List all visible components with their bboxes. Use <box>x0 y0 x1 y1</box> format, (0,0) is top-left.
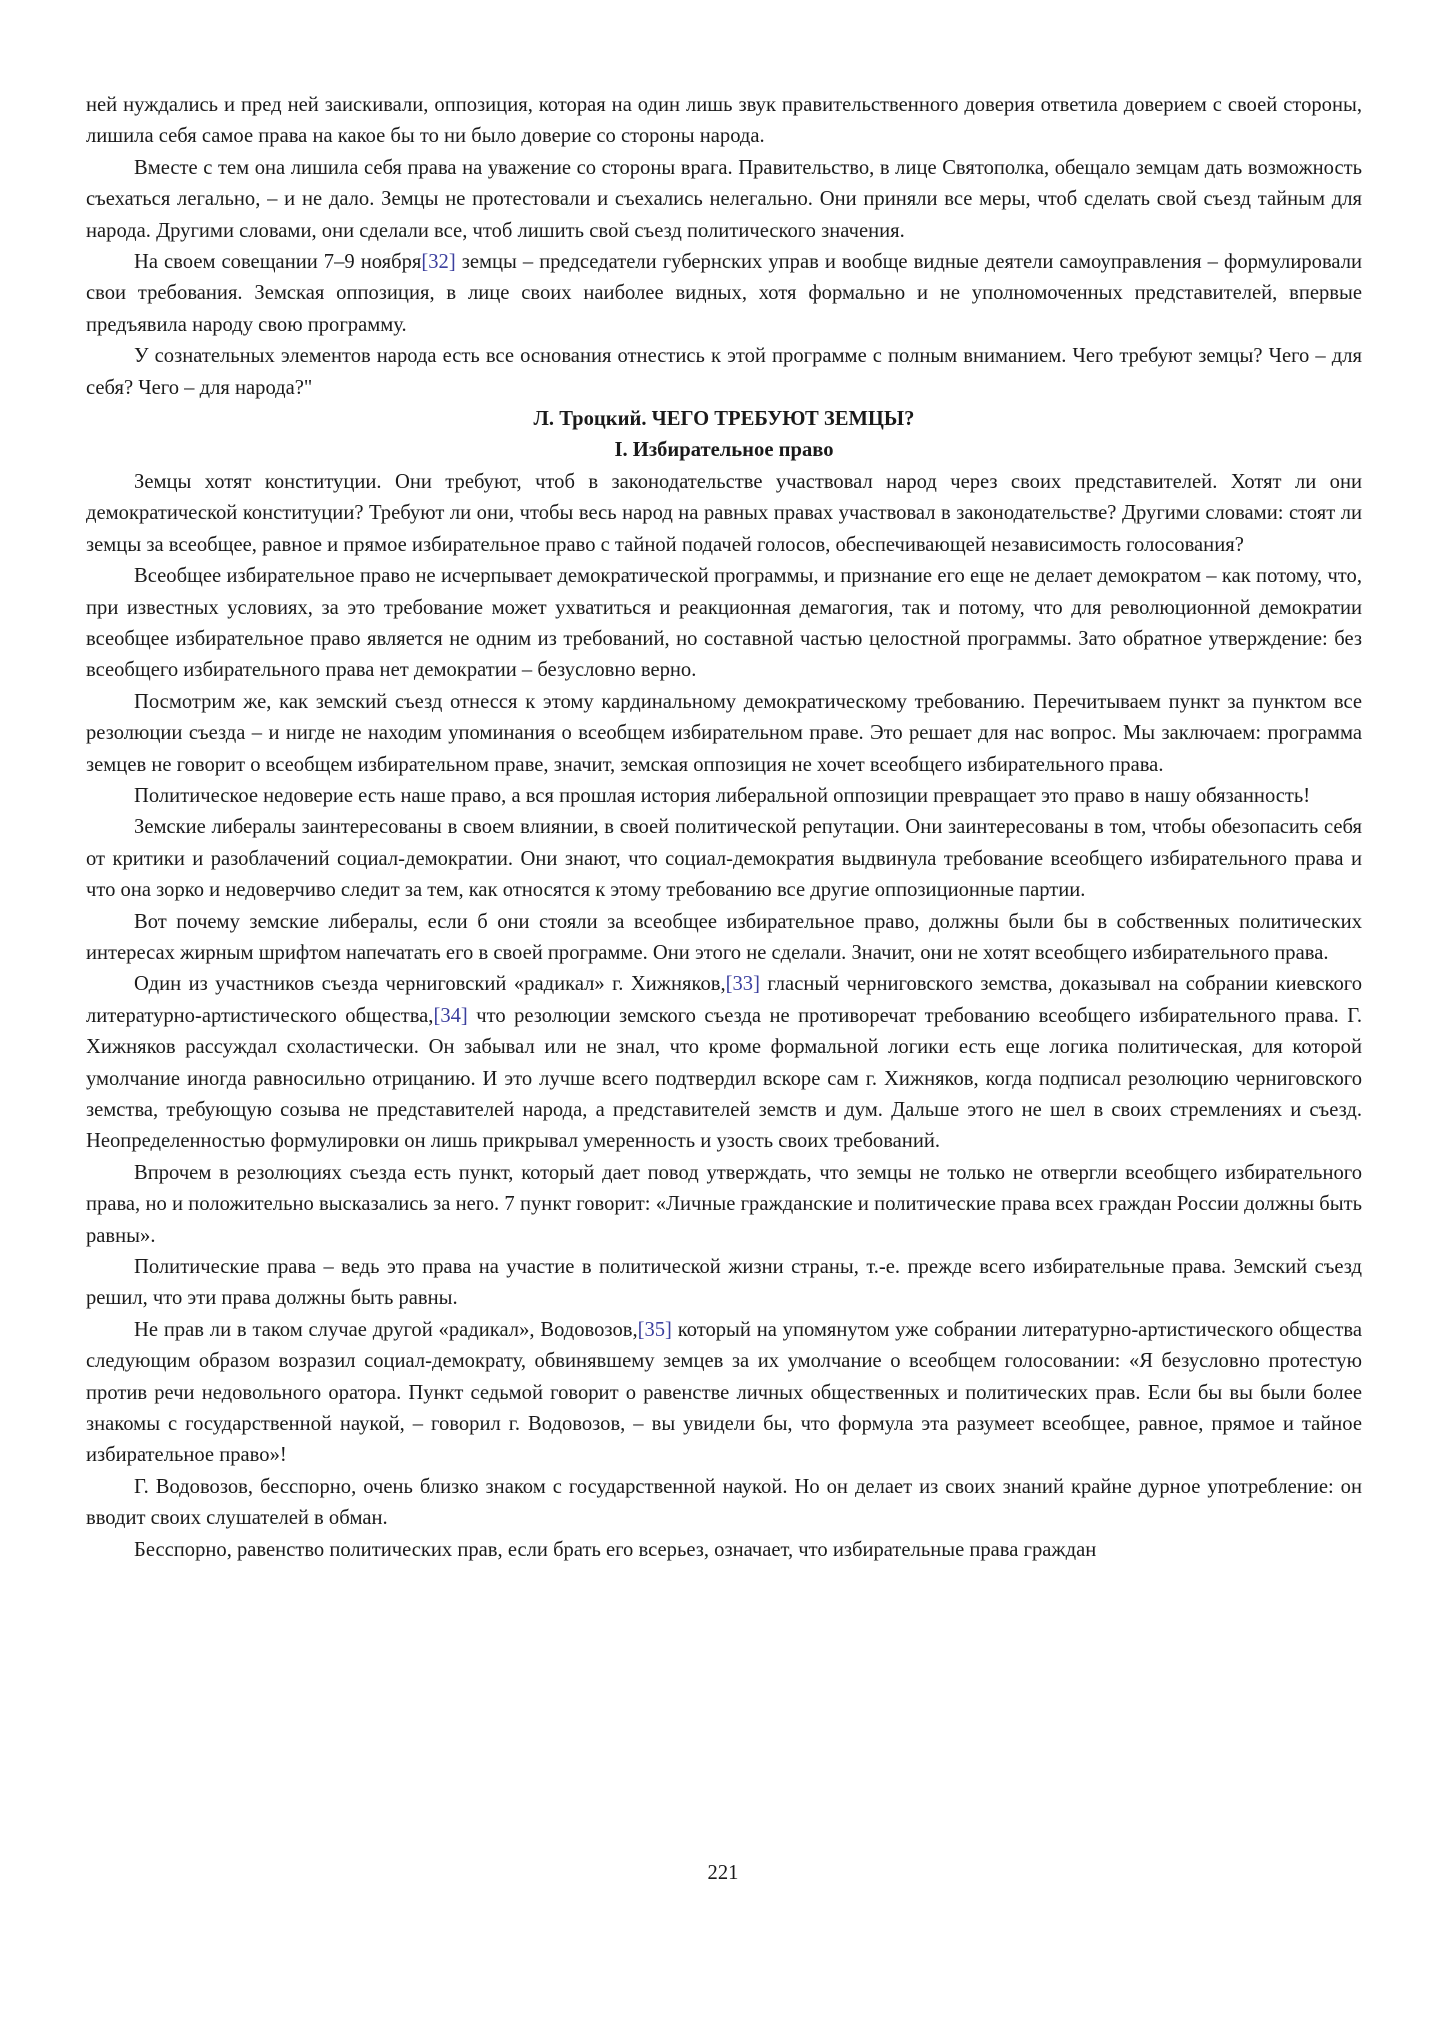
paragraph: ней нуждались и пред ней заискивали, оппозиция, которая на один лишь звук правительственного доверия ответила доверием с своей стороны, лишила себя самое права на какое бы то ни было доверие со стороны народа. <box>86 94 1362 148</box>
footnote-link-35[interactable]: [35] <box>637 1318 672 1341</box>
footnote-link-33[interactable]: [33] <box>725 973 760 996</box>
section-title: Л. Троцкий. ЧЕГО ТРЕБУЮТ ЗЕМЦЫ? <box>533 408 915 431</box>
paragraph: Всеобщее избирательное право не исчерпывает демократической программы, и признание его еще не делает демократом – как потому, что, при известных условиях, за это требование может ухватиться и реакционная демагогия, так и потому, что для революционной демократии всеобщее избирательное право является не одним из требований, но составной частью целостной программы. Зато обратное утверждение: без всеобщего избирательного права нет демократии – безусловно верно. <box>86 565 1362 682</box>
paragraph: Вот почему земские либералы, если б они стояли за всеобщее избирательное право, должны были бы в собственных политических интересах жирным шрифтом напечатать его в своей программе. Они этого не сделали. Значит, они не хотят всеобщего избирательного права. <box>86 910 1362 964</box>
section-subtitle: I. Избирательное право <box>614 439 834 462</box>
paragraph: Г. Водовозов, бесспорно, очень близко знаком с государственной наукой. Но он делает из своих знаний крайне дурное употребление: он вводит своих слушателей в обман. <box>86 1475 1362 1530</box>
paragraph: На своем совещании 7–9 ноября[32] земцы – председатели губернских управ и вообще видные деятели самоуправления – формулировали свои требования. Земская оппозиция, в лице своих наиболее видных, хотя формально и не уполномоченных представителей, впервые предъявила народу свою программу. <box>86 251 1363 336</box>
footnote-link-32[interactable]: [32] <box>421 251 456 274</box>
paragraph: Посмотрим же, как земский съезд отнесся к этому кардинальному демократическому требованию. Перечитываем пункт за пунктом все резолюции съезда – и нигде не находим упоминания о всеобщем избирательном праве. Это решает для нас вопрос. Мы заключаем: программа земцев не говорит о всеобщем избирательном праве, значит, земская оппозиция не хочет всеобщего избирательного права. <box>86 690 1362 776</box>
paragraph: Не прав ли в таком случае другой «радикал», Водовозов,[35] который на упомянутом уже собрании литературно-артистического общества следующим образом возразил социал-демократу, обвинявшему земцев за их умолчание о всеобщем голосовании: «Я безусловно протестую против речи недовольного оратора. Пункт седьмой говорит о равенстве личных общественных и политических прав. Если бы вы были более знакомы с государственной наукой, – говорил г. Водовозов, – вы увидели бы, что формула эта разумеет всеобщее, равное, прямое и тайное избирательное право»! <box>86 1318 1362 1467</box>
paragraph: Вместе с тем она лишила себя права на уважение со стороны врага. Правительство, в лице Святополка, обещало земцам дать возможность съехаться легально, – и не дало. Земцы не протестовали и съехались нелегально. Они приняли все меры, чтоб сделать свой съезд тайным для народа. Другими словами, они сделали все, чтоб лишить свой съезд политического значения. <box>86 156 1362 242</box>
paragraph: Земские либералы заинтересованы в своем влиянии, в своей политической репутации. Они заинтересованы в том, чтобы обезопасить себя от критики и разоблачений социал-демократии. Они знают, что социал-демократия выдвинула требование всеобщего избирательного права и что она зорко и недоверчиво следит за тем, как относятся к этому требованию все другие оппозиционные партии. <box>86 816 1362 902</box>
paragraph: Политическое недоверие есть наше право, а вся прошлая история либеральной оппозиции превращает это право в нашу обязанность! <box>134 784 1311 807</box>
document-body <box>86 90 1362 1566</box>
footnote-link-34[interactable]: [34] <box>433 1004 468 1027</box>
paragraph: У сознательных элементов народа есть все основания отнестись к этой программе с полным вниманием. Чего требуют земцы? Чего – для себя? Чего – для народа?" <box>86 345 1362 399</box>
paragraph: Бесспорно, равенство политических прав, если брать его всерьез, означает, что избирательные права граждан <box>134 1538 1097 1561</box>
paragraph: Впрочем в резолюциях съезда есть пункт, который дает повод утверждать, что земцы не только не отвергли всеобщего избирательного права, но и положительно высказались за него. 7 пункт говорит: «Личные гражданские и политические права всех граждан России должны быть равны». <box>86 1161 1362 1247</box>
paragraph: Один из участников съезда черниговский «радикал» г. Хижняков,[33] гласный черниговского земства, доказывал на собрании киевского литературно-артистического общества,[34] что резолюции земского съезда не противоречат требованию всеобщего избирательного права. Г. Хижняков рассуждал схоластически. Он забывал или не знал, что кроме формальной логики есть еще логика политическая, для которой умолчание иногда равносильно отрицанию. И это лучше всего подтвердил вскоре сам г. Хижняков, когда подписал резолюцию черниговского земства, требующую созыва не представителей народа, а представителей земств и дум. Дальше этого не шел в своих стремлениях и съезд. Неопределенностью формулировки он лишь прикрывал умеренность и узость своих требований. <box>86 973 1363 1153</box>
page-number: 221 <box>707 1862 739 1884</box>
paragraph: Земцы хотят конституции. Они требуют, чтоб в законодательстве участвовал народ через своих представителей. Хотят ли они демократической конституции? Требуют ли они, чтобы весь народ на равных правах участвовал в законодательстве? Другими словами: стоят ли земцы за всеобщее, равное и прямое избирательное право с тайной подачей голосов, обеспечивающей независимость голосования? <box>86 470 1362 556</box>
paragraph: Политические права – ведь это права на участие в политической жизни страны, т.-е. прежде всего избирательные права. Земский съезд решил, что эти права должны быть равны. <box>86 1256 1362 1310</box>
